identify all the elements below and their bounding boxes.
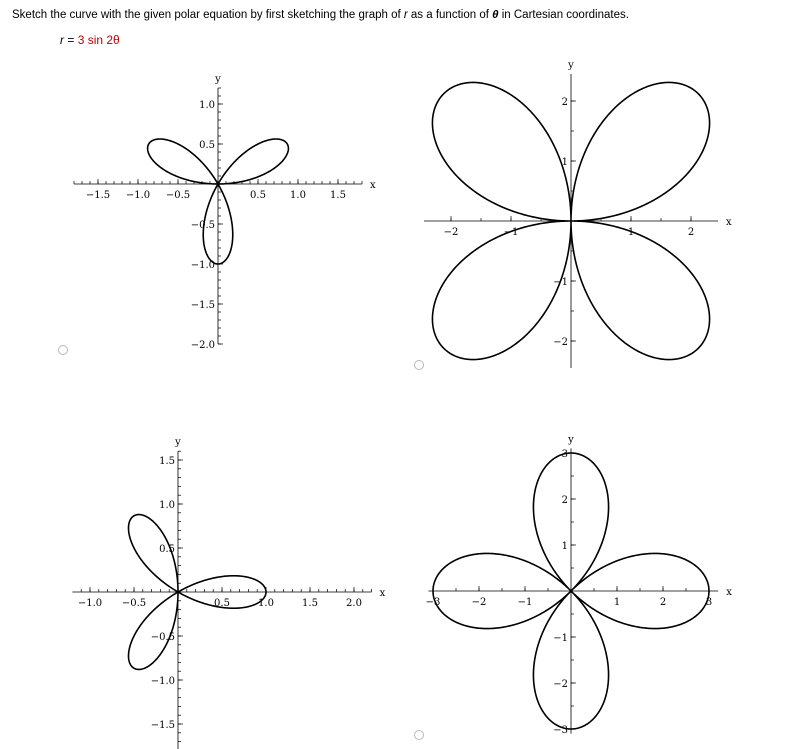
x-axis-label: x <box>379 588 386 599</box>
x-tick-label: 2 <box>659 597 667 608</box>
graph-option-b <box>420 55 740 370</box>
y-tick-label: −0.5 <box>150 632 175 643</box>
equation: r = 3 sin 2θ <box>60 33 120 47</box>
y-tick-label: 1.5 <box>159 456 175 467</box>
y-tick-label: 1.0 <box>199 100 215 111</box>
x-tick-label: −1 <box>517 597 533 608</box>
y-tick-label: −1.5 <box>150 720 175 731</box>
x-axis-label: x <box>370 180 376 191</box>
y-tick-label: −1.0 <box>190 260 215 271</box>
x-tick-label: −1.0 <box>125 190 151 201</box>
x-axis-label: x <box>726 587 732 598</box>
graph-option-a <box>60 68 390 358</box>
x-tick-label: 2.0 <box>346 598 362 609</box>
x-tick-label: 1 <box>613 597 621 608</box>
radio-option-d[interactable] <box>414 730 424 740</box>
y-tick-label: 1 <box>561 157 568 168</box>
y-tick-label: 1 <box>561 541 568 552</box>
y-tick-label: −1.0 <box>150 676 175 687</box>
x-tick-label: 1.5 <box>330 190 346 201</box>
y-axis-label: y <box>568 434 574 446</box>
y-axis-label: y <box>175 437 181 449</box>
x-tick-label: 0.5 <box>214 598 230 609</box>
y-tick-label: −2 <box>553 337 568 348</box>
y-tick-label: −3 <box>553 725 568 736</box>
x-tick-label: 1.0 <box>258 598 274 609</box>
y-tick-label: −2 <box>553 679 568 690</box>
y-axis-label: y <box>215 74 221 85</box>
y-tick-label: −0.5 <box>190 220 215 231</box>
graph-option-c <box>60 405 390 749</box>
x-tick-label: −3 <box>425 597 441 608</box>
y-tick-label: 1.0 <box>159 500 175 511</box>
x-axis-label: x <box>726 217 732 228</box>
y-tick-label: 2 <box>561 495 568 506</box>
x-tick-label: −0.5 <box>121 598 147 609</box>
y-tick-label: −1.5 <box>190 300 215 311</box>
x-tick-label: 1.5 <box>302 598 318 609</box>
x-tick-label: 2 <box>687 227 695 238</box>
x-tick-label: −2 <box>443 227 459 238</box>
question-text: Sketch the curve with the given polar equation by first sketching the graph of r as a function of θ in Cartesian coordinates. <box>12 9 629 21</box>
y-tick-label: −1 <box>553 277 568 288</box>
y-tick-label: −2.0 <box>190 340 215 351</box>
x-tick-label: 0.5 <box>250 190 266 201</box>
x-tick-label: −1.0 <box>77 598 103 609</box>
x-tick-label: 1.0 <box>290 190 306 201</box>
y-tick-label: −1 <box>553 633 568 644</box>
y-tick-label: 0.5 <box>199 140 215 151</box>
x-tick-label: −1 <box>503 227 519 238</box>
radio-option-b[interactable] <box>414 360 424 370</box>
y-axis-label: y <box>568 60 574 71</box>
graph-option-d <box>420 425 740 745</box>
x-tick-label: −1.5 <box>85 190 111 201</box>
y-tick-label: 0.5 <box>159 544 175 555</box>
y-tick-label: 3 <box>561 449 568 460</box>
x-tick-label: −0.5 <box>165 190 191 201</box>
radio-option-a[interactable] <box>58 345 68 355</box>
x-tick-label: −2 <box>471 597 487 608</box>
y-tick-label: 2 <box>561 97 568 108</box>
x-tick-label: 1 <box>627 227 635 238</box>
x-tick-label: 3 <box>705 597 713 608</box>
